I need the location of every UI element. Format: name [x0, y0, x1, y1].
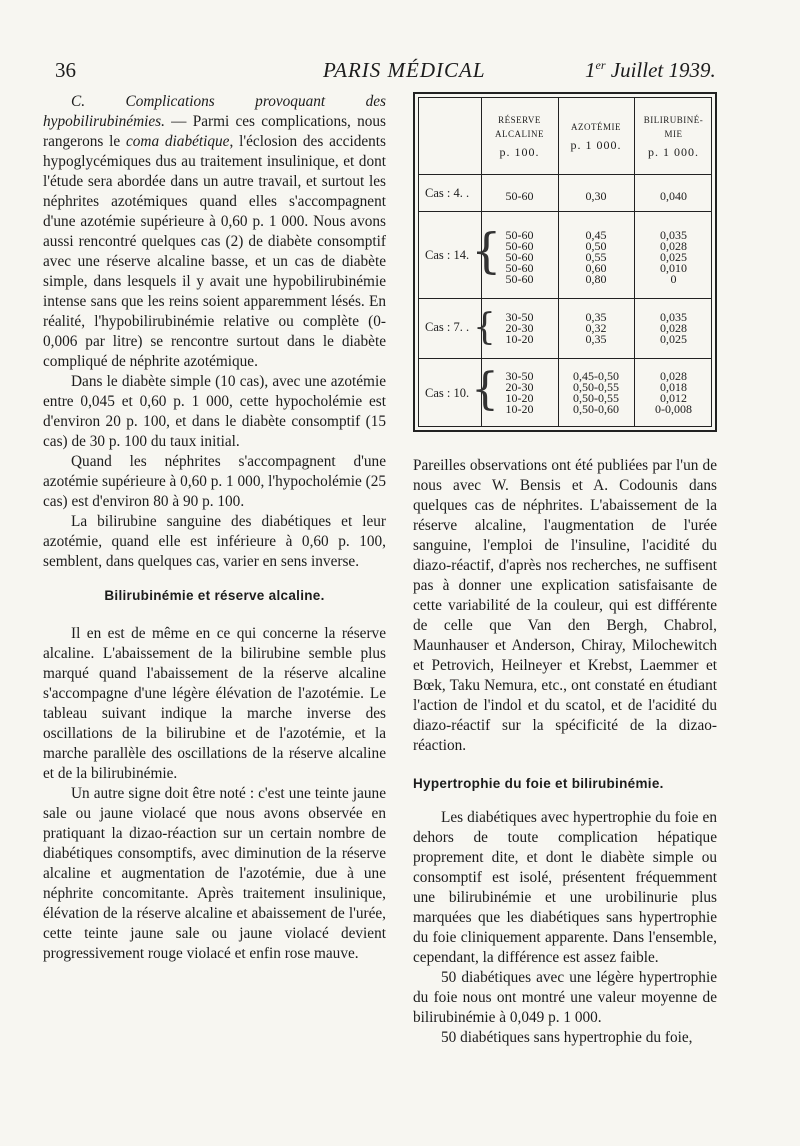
header-unit: p. 1 000.: [570, 138, 622, 152]
table-cell: 0,50-0,55: [573, 391, 619, 405]
paragraph-text: — Parmi ces complications, nous rangerons le: [43, 113, 386, 150]
table-cell: 0-0,008: [655, 402, 692, 416]
header-text: RÉSERVE: [498, 115, 541, 125]
table-cell: 10-20: [505, 391, 534, 405]
table-cell: 10-20: [505, 402, 534, 416]
table-cell: 30-50: [505, 369, 534, 383]
brace-glyph: {: [473, 307, 496, 348]
table-cell: 50-60: [505, 250, 534, 264]
table-cell: 0,50: [585, 239, 607, 253]
issue-date: [585, 58, 716, 83]
paragraph: [43, 92, 386, 372]
emphasis: coma diabétique: [125, 133, 230, 150]
table-cell: 0,025: [660, 250, 687, 264]
table-cell: 0,035: [660, 228, 687, 242]
header-unit: p. 1 000.: [648, 145, 699, 159]
data-table: [413, 92, 717, 432]
table-cell: 0,30: [585, 189, 607, 203]
paragraph: 50 diabétiques avec une légère hypertrophie du foie nous ont montré une valeur moyenne de bilirubinémie à 0,049 p. 1 000.: [413, 969, 717, 1026]
table-cell: 50-60: [505, 261, 534, 275]
paragraph: La bilirubine sanguine des diabétiques et leur azotémie, quand elle est inférieure à 0,60 p. 100, semblent, dans quelques cas, varier en sens inverse.: [43, 513, 386, 570]
brace-glyph: {: [471, 223, 502, 279]
table-cell: 0,45-0,50: [573, 369, 619, 383]
right-column: [413, 456, 717, 1048]
table-cell: 0,50-0,60: [573, 402, 619, 416]
table-cell: 0,010: [660, 261, 687, 275]
header-azotemie: [558, 98, 634, 174]
paragraph: Pareilles observations ont été publiées par l'un de nous avec W. Bensis et A. Codounis dans quelques cas de néphrites. L'abaissement de la réserve alcaline, l'augmentation de l'urée sanguine, l'emploi de l'insuline, l'acidité du diazo-réactif, d'après nos recherches, ne suffisent pas à donner une explication satisfaisante de cette variabilité de la couleur, qui est différente de celle que Van den Bergh, Chabrol, Maunhauser et Anderson, Chiray, Milochewitch et Petrovich, Heilneyer et Krebst, Laemmer et Bœk, Taku Nemura, etc., ont constaté en étudiant l'action de l'indol et du scatol, et de l'acidité du diazo-réactif sur la spécificité de la dizao-réaction.: [413, 457, 717, 754]
header-bilirubinemie: [634, 98, 713, 174]
header-unit: p. 100.: [499, 145, 540, 159]
paragraph: Un autre signe doit être noté : c'est une teinte jaune sale ou jaune violacé que nous avons observée en pratiquant la dizao-réaction sur un certain nombre de diabétiques consomptifs, avec diminution de la réserve alcaline et augmentation de l'azotémie, due à une néphrite concomitante. Après traitement insulinique, élévation de la réserve alcaline et abaissement de l'urée, cette teinte jaune sale ou jaune violacé devient progressivement rouge violacé et enfin rose mauve.: [43, 785, 386, 962]
paragraph-text: , l'éclosion des accidents hypoglycémiques dus au traitement insulinique, et dont l'étude sera abordée dans un autre travail, et surtout les néphrites azotémiques quand elles s'accompagnent d'une azotémie supérieure à 0,60 p. 1 000. Nous avons aussi rencontré quelques cas (2) de diabète consomptif avec une réserve alcaline basse, et un cas de diabète simple, dans lesquels il y avait une hypobilirubinémie intense sans que les reins soient apparemment lésés. En réalité, l'hypobilirubinémie relative ou complète (0-0,006 par litre) se rencontre surtout dans le diabète compliqué de néphrite azotémique.: [43, 133, 386, 370]
section-heading: Bilirubinémie et réserve alcaline.: [104, 588, 325, 603]
table-cell: 0,040: [660, 189, 687, 203]
header-text: MIE: [664, 129, 683, 139]
header-text: AZOTÉMIE: [571, 122, 621, 132]
paragraph: 50 diabétiques sans hypertrophie du foie,: [441, 1029, 693, 1046]
table-cell: 0,50-0,55: [573, 380, 619, 394]
table-cell: 0,035: [660, 310, 687, 324]
table-cell: 50-60: [505, 272, 534, 286]
table-cell: 0,35: [585, 332, 607, 346]
table-cell: 20-30: [505, 380, 534, 394]
table-inner-frame: [418, 97, 712, 427]
left-column: [43, 92, 386, 964]
table-cell: 0,60: [585, 261, 607, 275]
table-cell: 0: [670, 272, 677, 286]
paragraph: Quand les néphrites s'accompagnent d'une azotémie supérieure à 0,60 p. 1 000, l'hypocholémie (25 cas) est d'environ 80 à 90 p. 100.: [43, 453, 387, 510]
table-cell: 0,018: [660, 380, 687, 394]
table-cell: 0,45: [585, 228, 607, 242]
table-cell: 50-60: [505, 189, 534, 203]
section-heading: Hypertrophie du foie et bilirubinémie.: [413, 776, 664, 791]
table-cell: 0,55: [585, 250, 607, 264]
journal-title: PARIS MÉDICAL: [323, 58, 486, 82]
table-cell: 0,32: [585, 321, 607, 335]
paragraph: Dans le diabète simple (10 cas), avec une azotémie entre 0,045 et 0,60 p. 1 000, cette hypocholémie est d'environ 20 p. 100, et dans le diabète consomptif (15 cas) de 30 p. 100 du taux initial.: [43, 373, 386, 450]
table-cell: 0,028: [660, 239, 687, 253]
row-divider: [419, 298, 711, 299]
row-divider: [419, 174, 711, 175]
row-label: Cas : 14.: [425, 248, 470, 262]
paragraph: Il en est de même en ce qui concerne la réserve alcaline. L'abaissement de la bilirubine semble plus marqué quand l'abaissement de la réserve alcaline s'accompagne d'une légère élévation de l'azotémie. Le tableau suivant indique la marche inverse des oscillations de la bilirubine et de l'azotémie, et la marche parallèle des oscillations de la réserve alcaline et de la bilirubinémie.: [43, 625, 386, 782]
date-sup: er: [595, 58, 606, 72]
row-label: Cas : 4. .: [425, 186, 470, 200]
table-cell: 0,35: [585, 310, 607, 324]
paragraph: Les diabétiques avec hypertrophie du foie en dehors de toute complication hépatique proprement dite, et dont le diabète simple ou consomptif est isolé, présentent fréquemment une bilirubinémie et une urobilinurie plus marquées que les diabétiques sans hypertrophie du foie cliniquement apparente. Dans l'ensemble, cependant, la différence est assez faible.: [413, 809, 717, 966]
table-cell: 0,80: [585, 272, 607, 286]
row-label: Cas : 10.: [425, 386, 470, 400]
date-rest: Juillet 1939.: [610, 58, 716, 82]
row-divider: [419, 358, 711, 359]
table-cell: 50-60: [505, 239, 534, 253]
header-reserve: [481, 98, 558, 174]
table-cell: 50-60: [505, 228, 534, 242]
table-cell: 30-50: [505, 310, 534, 324]
table-cell: 0,028: [660, 369, 687, 383]
subsection-lead: C. Complications provoquant des hypobilirubinémies.: [43, 93, 386, 130]
table-cell: 0,025: [660, 332, 687, 346]
table-cell: 0,028: [660, 321, 687, 335]
header-text: ALCALINE: [495, 129, 544, 139]
brace-glyph: {: [471, 364, 499, 415]
table-cell: 20-30: [505, 321, 534, 335]
row-label: Cas : 7. .: [425, 320, 470, 334]
page-number: 36: [55, 58, 76, 82]
table-cell: 0,012: [660, 391, 687, 405]
table-cell: 10-20: [505, 332, 534, 346]
row-divider: [419, 211, 711, 212]
header-text: BILIRUBINÉ-: [643, 115, 704, 125]
date-day: 1: [585, 58, 596, 82]
